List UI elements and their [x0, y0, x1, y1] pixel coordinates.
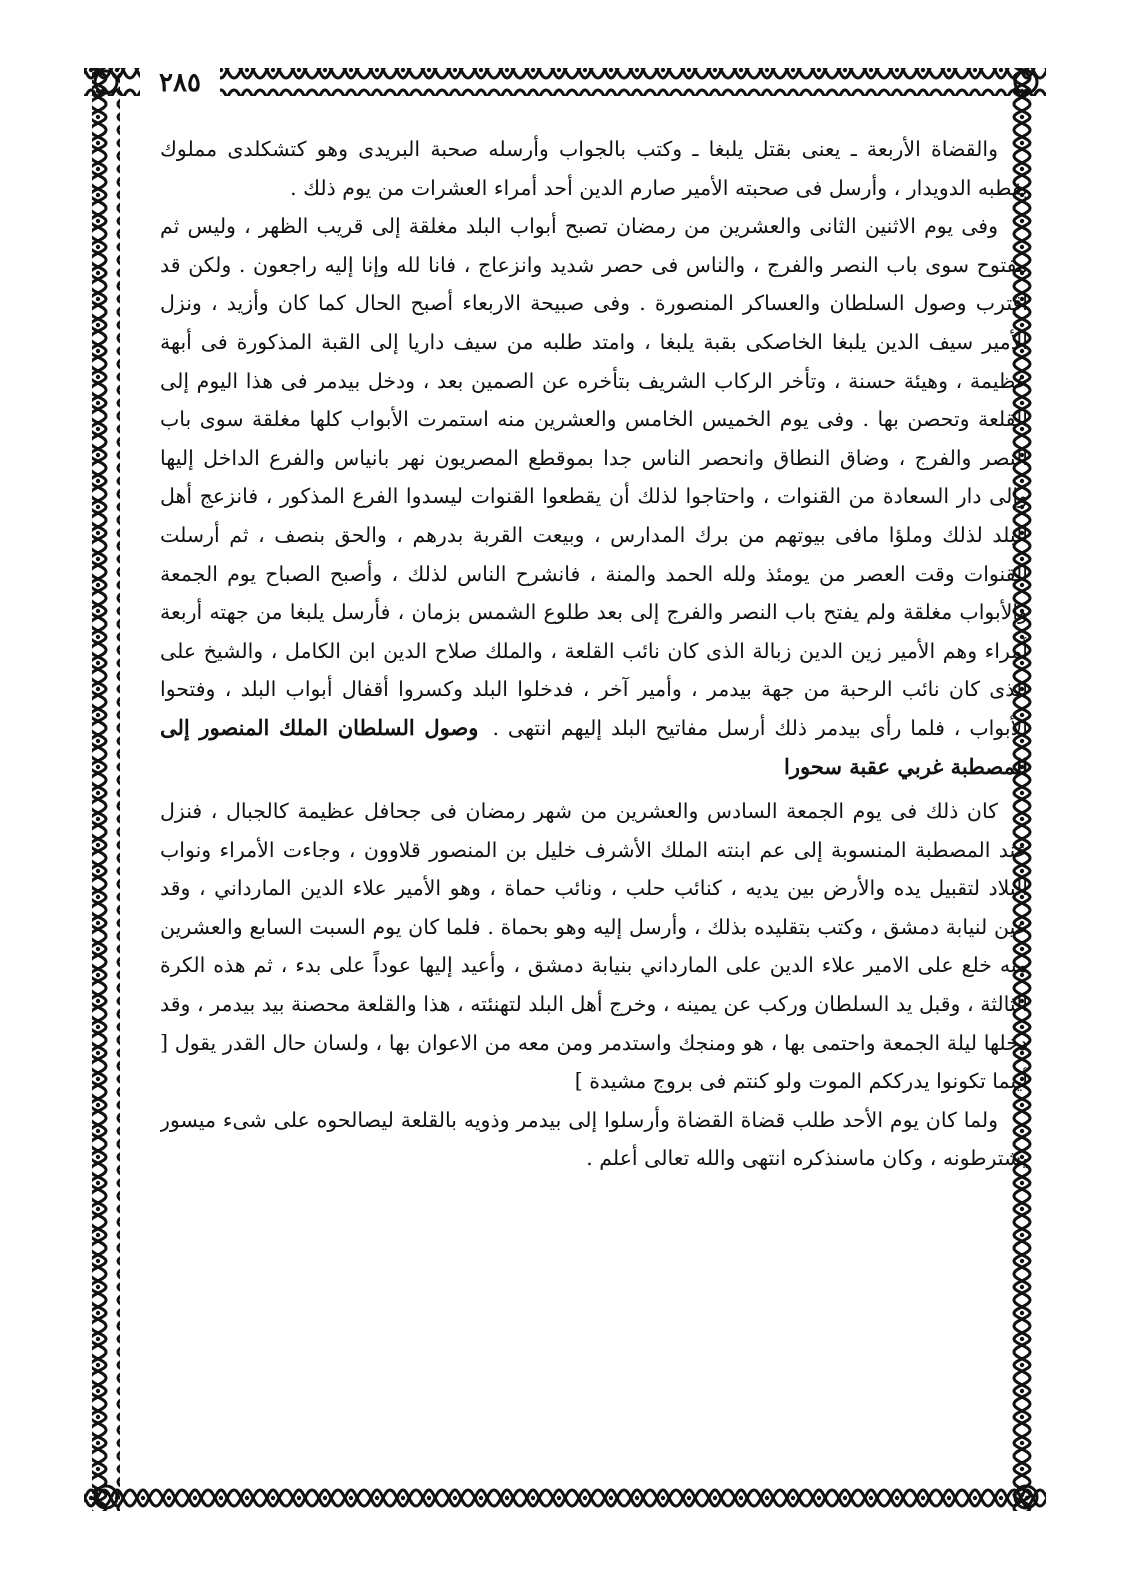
paragraph [160, 207, 1028, 786]
paragraph-text: وفى يوم الاثنين الثانى والعشرين من رمضان تصبح أبواب البلد مغلقة إلى قريب الظهر ، وليس ثم مفتوح سوى باب النصر والفرج ، والناس فى حصر شديد وانزعاج ، فانا لله وإنا إليه راجعون . ولكن قد اقترب وصول السلطان والعساكر المنصورة . وفى صبيحة الاربعاء أصبح الحال كما كان وأزيد ، ونزل الأمير سيف الدين يلبغا الخاصكى بقبة يلبغا ، وامتد طلبه من سيف داريا إلى القبة المذكورة فى أبهة عظيمة ، وهيئة حسنة ، وتأخر الركاب الشريف بتأخره عن الصمين بعد ، ودخل بيدمر فى هذا اليوم إلى القلعة وتحصن بها . وفى يوم الخميس الخامس والعشرين منه استمرت الأبواب كلها مغلقة سوى باب النصر والفرج ، وضاق النطاق وانحصر الناس جدا بموقطع المصريون نهر بانياس والفرع الداخل إليها وإلى دار السعادة من القنوات ، واحتاجوا لذلك أن يقطعوا القنوات ليسدوا الفرع المذكور ، فانزعج أهل البلد لذلك وملؤا مافى بيوتهم من برك المدارس ، وبيعت القربة بدرهم ، والحق بنصف ، ثم أرسلت القنوات وقت العصر من يومئذ ولله الحمد والمنة ، فانشرح الناس لذلك ، وأصبح الصباح يوم الجمعة والأبواب مغلقة ولم يفتح باب النصر والفرج إلى بعد طلوع الشمس بزمان ، فأرسل يلبغا من جهته أربعة أمراء وهم الأمير زين الدين زبالة الذى كان نائب القلعة ، والملك صلاح الدين ابن الكامل ، والشيخ على الذى كان نائب الرحبة من جهة بيدمر ، وأمير آخر ، فدخلوا البلد وكسروا أقفال أبواب البلد ، وفتحوا الأبواب ، فلما رأى بيدمر ذلك أرسل مفاتيح البلد إليهم انتهى . [160, 214, 1028, 740]
paragraph: والقضاة الأربعة ـ يعنى بقتل يلبغا ـ وكتب بالجواب وأرسله صحبة البريدى وهو كتشكلدى مملوك بقطبه الدويدار ، وأرسل فى صحبته الأمير صارم الدين أحد أمراء العشرات من يوم ذلك . [160, 137, 1028, 200]
paragraph: كان ذلك فى يوم الجمعة السادس والعشرين من شهر رمضان فى جحافل عظيمة كالجبال ، فنزل عند المصطبة المنسوبة إلى عم ابنته الملك الأشرف خليل بن المنصور قلاوون ، وجاءت الأمراء ونواب البلاد لتقبيل يده والأرض بين يديه ، كنائب حلب ، ونائب حماة ، وهو الأمير علاء الدين المارداني ، وقد عين لنيابة دمشق ، وكتب بتقليده بذلك ، وأرسل إليه وهو بحماة . فلما كان يوم السبت السابع والعشرين منه خلع على الامير علاء الدين على المارداني بنيابة دمشق ، وأعيد إليها عوداً على بدء ، ثم هذه الكرة الثالثة ، وقبل يد السلطان وركب عن يمينه ، وخرج أهل البلد لتهنئته ، هذا والقلعة محصنة بيد بيدمر ، وقد دخلها ليلة الجمعة واحتمى بها ، هو ومنجك واستدمر ومن معه من الاعوان بها ، ولسان حال القدر يقول [ أينما تكونوا يدرككم الموت ولو كنتم فى بروج مشيدة ] [160, 799, 1028, 1094]
page-body [160, 130, 1028, 1460]
section-heading: وصول السلطان الملك المنصور إلى المصطبة غربي عقبة سحورا [160, 714, 1028, 779]
paragraph: ولما كان يوم الأحد طلب قضاة القضاة وأرسلوا إلى بيدمر وذويه بالقلعة ليصالحوه على شىء ميسور يشترطونه ، وكان ماسنذكره انتهى والله تعالى أعلم . [160, 1107, 1028, 1171]
page-number: ٢٨٥ [140, 66, 220, 100]
